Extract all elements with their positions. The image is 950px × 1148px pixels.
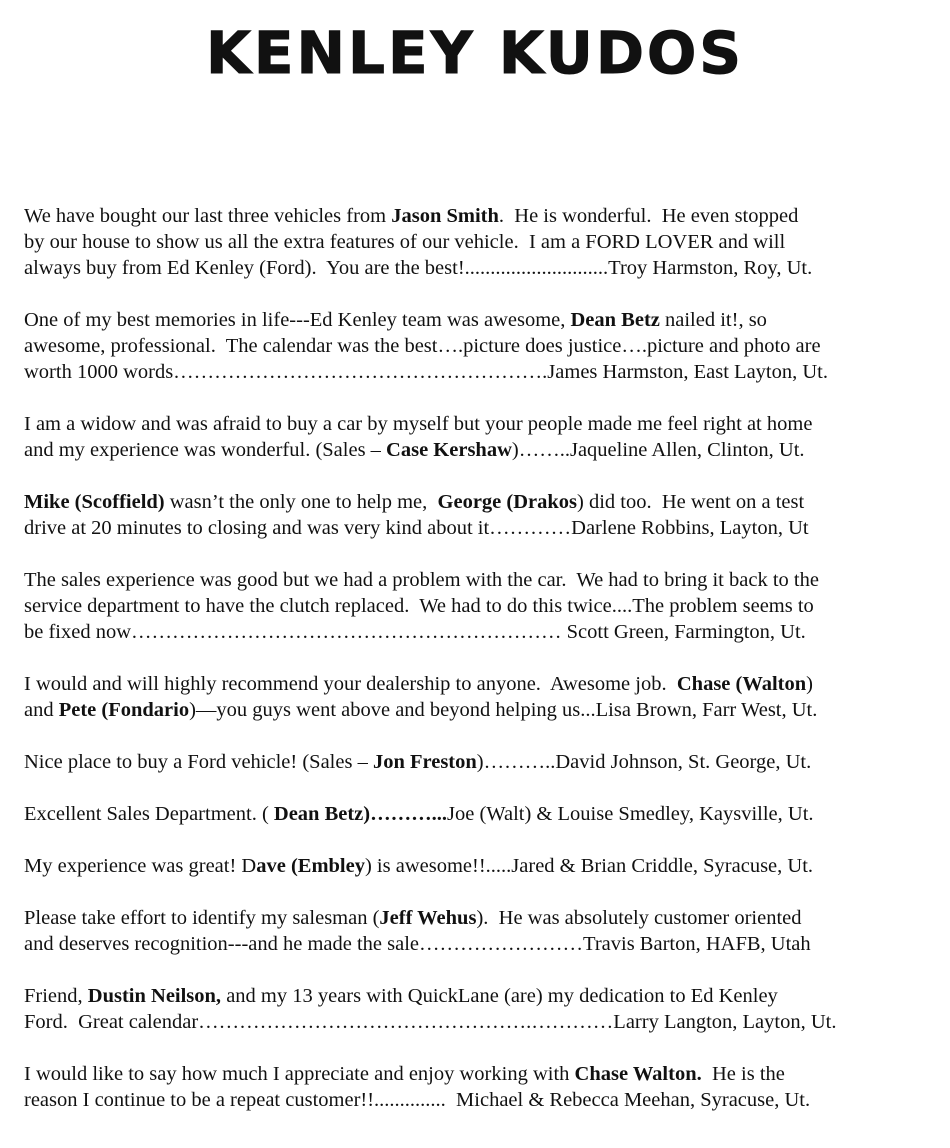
testimonial-text: ). He was absolutely customer oriented bbox=[476, 907, 802, 929]
testimonial-line bbox=[24, 359, 908, 385]
testimonial-line bbox=[24, 853, 908, 879]
testimonial-text: service department to have the clutch replaced. We had to do this twice....The problem seems to bbox=[24, 595, 814, 617]
testimonial bbox=[24, 671, 908, 723]
testimonial-line bbox=[24, 749, 908, 775]
testimonial-text: I would and will highly recommend your dealership to anyone. Awesome job. bbox=[24, 673, 677, 695]
testimonial-text: ) bbox=[806, 673, 813, 695]
testimonial-text: We have bought our last three vehicles from bbox=[24, 205, 392, 227]
page-title: KENLEY KUDOS bbox=[205, 19, 745, 87]
testimonial-text: One of my best memories in life---Ed Kenley team was awesome, bbox=[24, 309, 571, 331]
testimonial bbox=[24, 853, 908, 879]
testimonial-line bbox=[24, 671, 908, 697]
testimonial bbox=[24, 749, 908, 775]
testimonial-text: reason I continue to be a repeat customer!!.............. Michael & Rebecca Meehan, Syracuse, Ut. bbox=[24, 1089, 811, 1111]
testimonial-line bbox=[24, 307, 908, 333]
testimonial-line bbox=[24, 905, 908, 931]
testimonial-text: I would like to say how much I appreciate and enjoy working with bbox=[24, 1063, 575, 1085]
testimonial-text: The sales experience was good but we had a problem with the car. We had to bring it back to the bbox=[24, 569, 819, 591]
salesperson-name: Pete (Fondario bbox=[58, 699, 190, 721]
testimonial-line bbox=[24, 593, 908, 619]
testimonial-text: Excellent Sales Department. ( bbox=[24, 803, 274, 825]
testimonial-line bbox=[24, 983, 908, 1009]
salesperson-name: George (Drakos bbox=[437, 491, 578, 513]
testimonial-line bbox=[24, 411, 908, 437]
testimonial-text: )……..Jaqueline Allen, Clinton, Ut. bbox=[511, 439, 805, 461]
testimonial-line bbox=[24, 229, 908, 255]
testimonial-line bbox=[24, 203, 908, 229]
salesperson-name: Jon Freston bbox=[372, 751, 477, 773]
testimonial-text: and my 13 years with QuickLane (are) my dedication to Ed Kenley bbox=[221, 985, 778, 1007]
testimonial-line bbox=[24, 1087, 908, 1113]
salesperson-name: ave (Embley bbox=[256, 855, 365, 877]
salesperson-name: Chase Walton. bbox=[574, 1063, 702, 1085]
testimonial-text: be fixed now……………………………………………………… Scott Green, Farmington, Ut. bbox=[24, 621, 806, 643]
testimonial-text: Please take effort to identify my salesman ( bbox=[24, 907, 380, 929]
testimonial-text: worth 1000 words……………………………………………….James Harmston, East Layton, Ut. bbox=[24, 361, 828, 383]
testimonial bbox=[24, 307, 908, 385]
testimonial-text: )………..David Johnson, St. George, Ut. bbox=[476, 751, 812, 773]
testimonial-text: drive at 20 minutes to closing and was very kind about it…………Darlene Robbins, Layton, Ut bbox=[24, 517, 809, 539]
salesperson-name: Dustin Neilson, bbox=[87, 985, 222, 1007]
testimonial-text: ) did too. He went on a test bbox=[577, 491, 805, 513]
testimonial-text: He is the bbox=[701, 1063, 785, 1085]
testimonial bbox=[24, 801, 908, 827]
testimonial-line bbox=[24, 567, 908, 593]
testimonial-text: wasn’t the only one to help me, bbox=[164, 491, 438, 513]
testimonial bbox=[24, 411, 908, 463]
salesperson-name: Jason Smith bbox=[391, 205, 499, 227]
testimonial bbox=[24, 489, 908, 541]
testimonial-text: by our house to show us all the extra features of our vehicle. I am a FORD LOVER and will bbox=[24, 231, 786, 253]
testimonial-text: and deserves recognition---and he made the sale……………………Travis Barton, HAFB, Utah bbox=[24, 933, 811, 955]
testimonial-text: and my experience was wonderful. (Sales – bbox=[24, 439, 387, 461]
testimonial-line bbox=[24, 1061, 908, 1087]
testimonial bbox=[24, 905, 908, 957]
testimonial bbox=[24, 1061, 908, 1113]
testimonial-text: . He is wonderful. He even stopped bbox=[498, 205, 799, 227]
testimonial-text: Nice place to buy a Ford vehicle! (Sales – bbox=[24, 751, 373, 773]
salesperson-name: Chase (Walton bbox=[676, 673, 807, 695]
testimonial-line bbox=[24, 489, 908, 515]
testimonial-text: nailed it!, so bbox=[659, 309, 767, 331]
testimonial-line bbox=[24, 1009, 908, 1035]
testimonial-text: Friend, bbox=[24, 985, 88, 1007]
testimonial-text: ) is awesome!!.....Jared & Brian Criddle, Syracuse, Ut. bbox=[364, 855, 814, 877]
salesperson-name: Case Kershaw bbox=[386, 439, 512, 461]
testimonial-line bbox=[24, 801, 908, 827]
testimonial bbox=[24, 203, 908, 281]
testimonial-line bbox=[24, 619, 908, 645]
testimonial-text: )—you guys went above and beyond helping us...Lisa Brown, Farr West, Ut. bbox=[189, 699, 818, 721]
testimonial-text: My experience was great! D bbox=[24, 855, 257, 877]
testimonial-line bbox=[24, 333, 908, 359]
testimonial bbox=[24, 983, 908, 1035]
testimonial-text: awesome, professional. The calendar was the best….picture does justice….picture and photo are bbox=[24, 335, 821, 357]
testimonial-text: and bbox=[24, 699, 59, 721]
testimonial-line bbox=[24, 255, 908, 281]
testimonial-text: Joe (Walt) & Louise Smedley, Kaysville, Ut. bbox=[447, 803, 814, 825]
testimonial-text: Ford. Great calendar………………………………………….…………Larry Langton, Layton, Ut. bbox=[24, 1011, 837, 1033]
testimonial-line bbox=[24, 515, 908, 541]
salesperson-name: Dean Betz bbox=[570, 309, 660, 331]
testimonial-line bbox=[24, 931, 908, 957]
salesperson-name: Mike (Scoffield) bbox=[24, 491, 165, 513]
testimonial bbox=[24, 567, 908, 645]
salesperson-name: Dean Betz)………... bbox=[273, 803, 447, 825]
salesperson-name: Jeff Wehus bbox=[379, 907, 477, 929]
testimonial-text: I am a widow and was afraid to buy a car by myself but your people made me feel right at home bbox=[24, 413, 813, 435]
testimonial-line bbox=[24, 697, 908, 723]
testimonial-list bbox=[24, 203, 908, 1139]
testimonial-line bbox=[24, 437, 908, 463]
testimonial-text: always buy from Ed Kenley (Ford). You are the best!............................Troy Harmston, Roy, Ut. bbox=[24, 257, 813, 279]
